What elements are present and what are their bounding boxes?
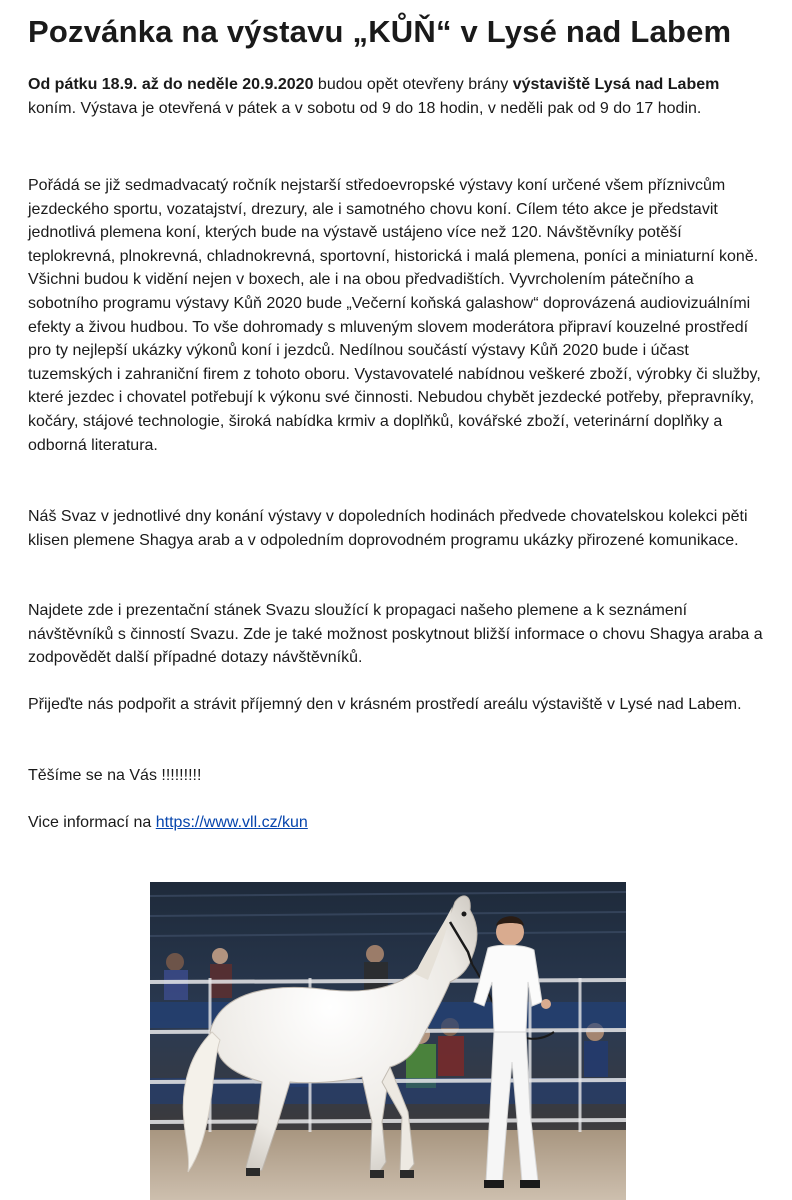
paragraph-exhibition: Pořádá se již sedmadvacatý ročník nejstarší středoevropské výstavy koní určené všem příznivcům jezdeckého sportu, vozatajství, drezury, ale i samotného chovu koní. Cílem této akce je představit jednotlivá plemena koní, kterých bude na výstavě ustájeno více než 120. Návštěvníky potěší teplokrevná, plnokrevná, chladnokrevná, sportovní, historická i malá plemena, poníci a miniaturní koně. Všichni budou k vidění nejen v boxech, ale i na obou předvadištích. Vyvrcholením pátečního a sobotního programu výstavy Kůň 2020 bude „Večerní koňská galashow“ doprovázená audiovizuálními efekty a živou hudbou. To vše dohromady s mluveným slovem moderátora připraví kouzelné prostředí pro ty nejlepší ukázky výkonů koní i jezdců. Nedílnou součástí výstavy Kůň 2020 bude i účast tuzemských i zahraniční firem z tohoto oboru. Vystavovatelé nabídnou veškeré zboží, výrobky či služby, které jezdec i chovatel potřebují k výkonu své činnosti. Nebudou chybět jezdecké potřeby, přepravníky, kočáry, stájové technologie, široká nabídka krmiv a doplňků, kovářské zboží, veterinární doplňky a odborná literatura. <box>28 177 761 454</box>
intro-text-1: budou opět otevřeny brány <box>313 76 513 93</box>
intro-text-2: koním. Výstava je otevřená v pátek a v sobotu od 9 do 18 hodin, v neděli pak od 9 do 17 hodin. <box>28 99 702 117</box>
more-info-link[interactable]: https://www.vll.cz/kun <box>155 814 308 831</box>
intro-paragraph <box>28 73 768 120</box>
intro-venue: výstaviště Lysá nad Labem <box>512 76 720 93</box>
paragraph-invite: Přijeďte nás podpořit a strávit příjemný den v krásném prostředí areálu výstaviště v Lysé nad Labem. <box>28 696 742 713</box>
horse-photo-illustration <box>150 882 626 1200</box>
more-info-label: Vice informací na <box>28 814 156 831</box>
paragraph-stand: Najdete zde i prezentační stánek Svazu sloužící k propagaci našeho plemene a k seznámení návštěvníků s činností Svazu. Zde je také možnost poskytnout bližší informace o chovu Shagya araba a zodpovědět další případné dotazy návštěvníků. <box>28 602 763 667</box>
paragraph-collection: Náš Svaz v jednotlivé dny konání výstavy v dopoledních hodinách předvede chovatelskou kolekci pěti klisen plemene Shagya arab a v odpoledním doprovodném programu ukázky přirozené komunikace. <box>28 508 748 549</box>
more-info-line <box>28 811 768 835</box>
page-title: Pozvánka na výstavu „KŮŇ“ v Lysé nad Labem <box>28 14 732 49</box>
horse-photo <box>150 882 626 1200</box>
intro-date: Od pátku 18.9. až do neděle 20.9.2020 <box>28 76 314 93</box>
paragraph-greeting: Těšíme se na Vás !!!!!!!!! <box>28 767 202 784</box>
